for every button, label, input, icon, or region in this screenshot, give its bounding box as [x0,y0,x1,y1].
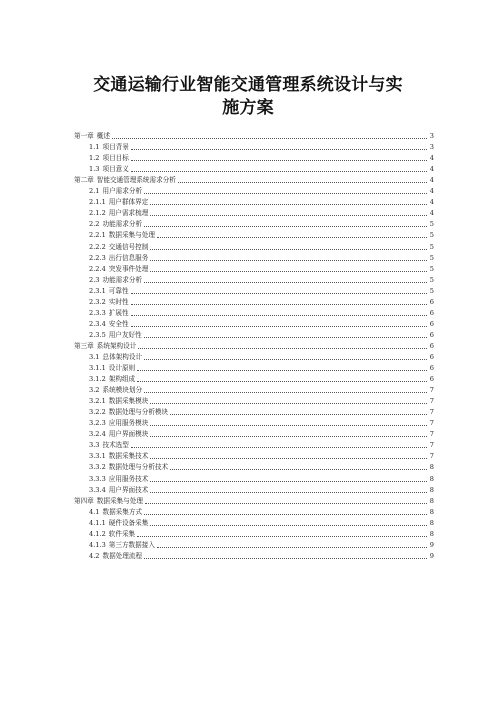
toc-entry-number: 3.1.1 [89,364,106,373]
toc-entry-title: 用户界面模块 [108,430,149,439]
toc-entry[interactable] [74,540,434,551]
toc-dot-leader [150,215,427,216]
toc-entry[interactable] [74,264,434,275]
toc-entry-number: 2.3.4 [89,319,106,328]
toc-dot-leader [131,326,427,327]
toc-entry-page-number: 4 [429,198,434,207]
toc-entry-title: 架构组成 [108,375,136,384]
toc-entry[interactable] [74,507,434,518]
toc-entry-number: 2.3.1 [89,286,106,295]
toc-entry-page-number: 3 [429,132,434,141]
toc-entry[interactable] [74,230,434,241]
toc-dot-leader [138,348,427,349]
toc-dot-leader [170,414,427,415]
toc-entry-title: 数据处理与分析模块 [108,408,169,417]
document-title-line-1: 交通运输行业智能交通管理系统设计与实 [93,75,403,95]
toc-entry[interactable] [74,429,434,440]
toc-entry-number: 第三章 [74,341,94,350]
toc-entry-page-number: 6 [429,352,434,361]
toc-dot-leader [137,536,427,537]
toc-entry-page-number: 7 [429,430,434,439]
toc-dot-leader [131,160,427,161]
toc-entry[interactable] [74,131,434,142]
toc-entry[interactable] [74,319,434,330]
toc-entry-page-number: 5 [429,286,434,295]
toc-entry-title: 硬件设备采集 [108,518,149,527]
toc-entry-number: 2.1 [89,187,100,196]
toc-entry-page-number: 8 [429,507,434,516]
toc-entry-number: 3.2.3 [89,419,106,428]
toc-entry-number: 4.2 [89,551,100,560]
toc-dot-leader [131,293,427,294]
toc-entry-page-number: 9 [429,540,434,549]
toc-entry-title: 可靠性 [108,286,129,295]
toc-entry-number: 3.2 [89,386,100,395]
toc-entry-number: 2.2.3 [89,253,106,262]
toc-entry[interactable] [74,407,434,418]
toc-entry[interactable] [74,451,434,462]
toc-entry-page-number: 4 [429,154,434,163]
toc-dot-leader [144,392,427,393]
toc-entry-page-number: 7 [429,441,434,450]
toc-entry-title: 智能交通管理系统需求分析 [96,176,176,185]
toc-entry-title: 第三方数据接入 [108,540,155,549]
toc-entry-number: 2.3.3 [89,308,106,317]
toc-entry-title: 实时性 [108,297,129,306]
toc-dot-leader [150,403,427,404]
toc-entry[interactable] [74,308,434,319]
toc-entry-page-number: 6 [429,364,434,373]
toc-entry-page-number: 9 [429,551,434,560]
toc-entry-number: 3.3.2 [89,463,106,472]
toc-entry-number: 2.2.1 [89,231,106,240]
toc-entry[interactable] [74,186,434,197]
toc-entry[interactable] [74,275,434,286]
toc-dot-leader [144,359,427,360]
toc-entry-page-number: 4 [429,176,434,185]
toc-entry-number: 2.2 [89,220,100,229]
toc-entry[interactable] [74,440,434,451]
toc-entry[interactable] [74,153,434,164]
toc-entry-page-number: 5 [429,231,434,240]
toc-dot-leader [150,271,427,272]
toc-entry[interactable] [74,175,434,186]
toc-dot-leader [150,481,427,482]
toc-entry-page-number: 7 [429,397,434,406]
toc-entry[interactable] [74,496,434,507]
toc-entry-page-number: 6 [429,297,434,306]
toc-entry-page-number: 5 [429,264,434,273]
toc-entry-number: 4.1.3 [89,540,106,549]
toc-entry-number: 1.3 [89,165,100,174]
toc-entry[interactable] [74,286,434,297]
toc-entry-title: 数据采集与处理 [96,496,143,505]
toc-entry-number: 3.3.1 [89,452,106,461]
toc-dot-leader [131,171,427,172]
toc-entry-title: 数据采集技术 [108,452,149,461]
toc-dot-leader [144,226,427,227]
toc-entry-title: 系统模块划分 [102,386,143,395]
toc-entry-title: 交通信号控制 [108,242,149,251]
toc-entry-page-number: 7 [429,386,434,395]
toc-entry[interactable] [74,374,434,385]
toc-entry-title: 出行信息服务 [108,253,149,262]
toc-entry[interactable] [74,473,434,484]
toc-entry-page-number: 5 [429,242,434,251]
toc-dot-leader [137,370,427,371]
toc-entry-number: 2.2.2 [89,242,106,251]
toc-dot-leader [150,249,427,250]
toc-entry-title: 数据处理与分析技术 [108,463,169,472]
toc-dot-leader [150,525,427,526]
toc-dot-leader [144,514,427,515]
toc-entry[interactable] [74,208,434,219]
toc-entry[interactable] [74,385,434,396]
toc-entry-title: 数据处理流程 [102,551,143,560]
toc-entry-title: 用户群体界定 [108,198,149,207]
toc-entry-page-number: 8 [429,518,434,527]
toc-entry-page-number: 7 [429,419,434,428]
toc-entry-number: 3.2.4 [89,430,106,439]
toc-entry-page-number: 6 [429,308,434,317]
toc-entry-title: 系统架构设计 [96,341,137,350]
toc-entry[interactable] [74,164,434,175]
toc-entry-page-number: 4 [429,187,434,196]
toc-entry-number: 3.2.2 [89,408,106,417]
toc-entry[interactable] [74,253,434,264]
toc-entry-title: 功能需求分析 [102,275,143,284]
toc-dot-leader [144,558,427,559]
toc-entry-title: 用户需求分析 [102,187,143,196]
toc-dot-leader [170,469,427,470]
toc-entry[interactable] [74,197,434,208]
toc-entry[interactable] [74,330,434,341]
toc-dot-leader [144,337,427,338]
toc-entry-page-number: 8 [429,474,434,483]
toc-entry[interactable] [74,529,434,540]
toc-entry[interactable] [74,352,434,363]
toc-entry-number: 1.1 [89,143,100,152]
toc-dot-leader [137,381,427,382]
toc-entry[interactable] [74,485,434,496]
toc-entry-page-number: 6 [429,341,434,350]
toc-entry-page-number: 8 [429,496,434,505]
toc-entry-page-number: 5 [429,220,434,229]
toc-entry-number: 2.1.2 [89,209,106,218]
toc-entry-number: 3.2.1 [89,397,106,406]
toc-entry-title: 概述 [96,132,110,141]
toc-dot-leader [150,458,427,459]
toc-entry-title: 数据采集模块 [108,397,149,406]
toc-dot-leader [150,260,427,261]
toc-entry-page-number: 5 [429,275,434,284]
toc-entry-title: 软件采集 [108,529,136,538]
toc-entry-number: 第二章 [74,176,94,185]
document-title [60,74,436,120]
toc-entry-page-number: 4 [429,209,434,218]
toc-entry[interactable] [74,418,434,429]
toc-entry-title: 用户界面技术 [108,485,149,494]
toc-entry-page-number: 3 [429,143,434,152]
toc-entry-page-number: 5 [429,253,434,262]
toc-entry-title: 扩展性 [108,308,129,317]
toc-entry-title: 设计原则 [108,364,136,373]
toc-dot-leader [131,315,427,316]
toc-dot-leader [157,237,427,238]
toc-dot-leader [131,149,427,150]
toc-entry-number: 3.3 [89,441,100,450]
toc-entry-number: 4.1.2 [89,529,106,538]
table-of-contents [74,131,434,562]
toc-entry-title: 安全性 [108,319,129,328]
toc-entry-page-number: 8 [429,485,434,494]
toc-dot-leader [150,204,427,205]
toc-entry-title: 突发事件处理 [108,264,149,273]
toc-entry-title: 数据采集与处理 [108,231,155,240]
toc-entry-number: 第四章 [74,496,94,505]
toc-entry-page-number: 4 [429,165,434,174]
toc-dot-leader [150,436,427,437]
toc-entry[interactable] [74,142,434,153]
toc-entry-title: 项目意义 [102,165,129,174]
toc-entry-title: 用户友好性 [108,330,142,339]
toc-entry-title: 总体架构设计 [102,352,143,361]
toc-entry-number: 2.3.2 [89,297,106,306]
toc-entry-title: 数据采集方式 [102,507,143,516]
toc-entry-number: 3.1 [89,352,100,361]
toc-entry[interactable] [74,297,434,308]
toc-dot-leader [144,282,427,283]
toc-entry-page-number: 6 [429,330,434,339]
toc-dot-leader [131,447,427,448]
toc-dot-leader [112,138,427,139]
toc-entry-title: 技术选型 [102,441,129,450]
toc-dot-leader [144,193,427,194]
toc-entry-number: 第一章 [74,132,94,141]
toc-entry-title: 项目背景 [102,143,129,152]
toc-dot-leader [131,304,427,305]
toc-entry[interactable] [74,363,434,374]
toc-entry-page-number: 7 [429,408,434,417]
toc-entry-title: 应用服务模块 [108,419,149,428]
toc-entry-page-number: 6 [429,375,434,384]
toc-dot-leader [157,547,427,548]
toc-entry[interactable] [74,219,434,230]
toc-entry-title: 用户需求梳理 [108,209,149,218]
toc-entry-number: 3.3.4 [89,485,106,494]
toc-entry-title: 功能需求分析 [102,220,143,229]
toc-entry-title: 应用服务技术 [108,474,149,483]
toc-entry[interactable] [74,462,434,473]
toc-entry-number: 2.2.4 [89,264,106,273]
toc-entry-page-number: 8 [429,529,434,538]
toc-entry-number: 4.1.1 [89,518,106,527]
toc-entry-number: 2.3.5 [89,330,106,339]
toc-entry-page-number: 8 [429,463,434,472]
toc-dot-leader [178,182,427,183]
toc-entry-page-number: 7 [429,452,434,461]
toc-entry[interactable] [74,551,434,562]
toc-dot-leader [150,492,427,493]
toc-dot-leader [150,425,427,426]
toc-entry[interactable] [74,341,434,352]
toc-entry-number: 4.1 [89,507,100,516]
toc-dot-leader [145,503,427,504]
toc-entry[interactable] [74,241,434,252]
toc-entry-title: 项目目标 [102,154,129,163]
toc-entry[interactable] [74,518,434,529]
toc-entry-number: 2.1.1 [89,198,106,207]
toc-entry-number: 1.2 [89,154,100,163]
toc-entry-number: 3.3.3 [89,474,106,483]
toc-entry-number: 2.3 [89,275,100,284]
document-title-line-2: 施方案 [222,98,274,118]
toc-entry[interactable] [74,396,434,407]
toc-entry-number: 3.1.2 [89,375,106,384]
toc-entry-page-number: 6 [429,319,434,328]
